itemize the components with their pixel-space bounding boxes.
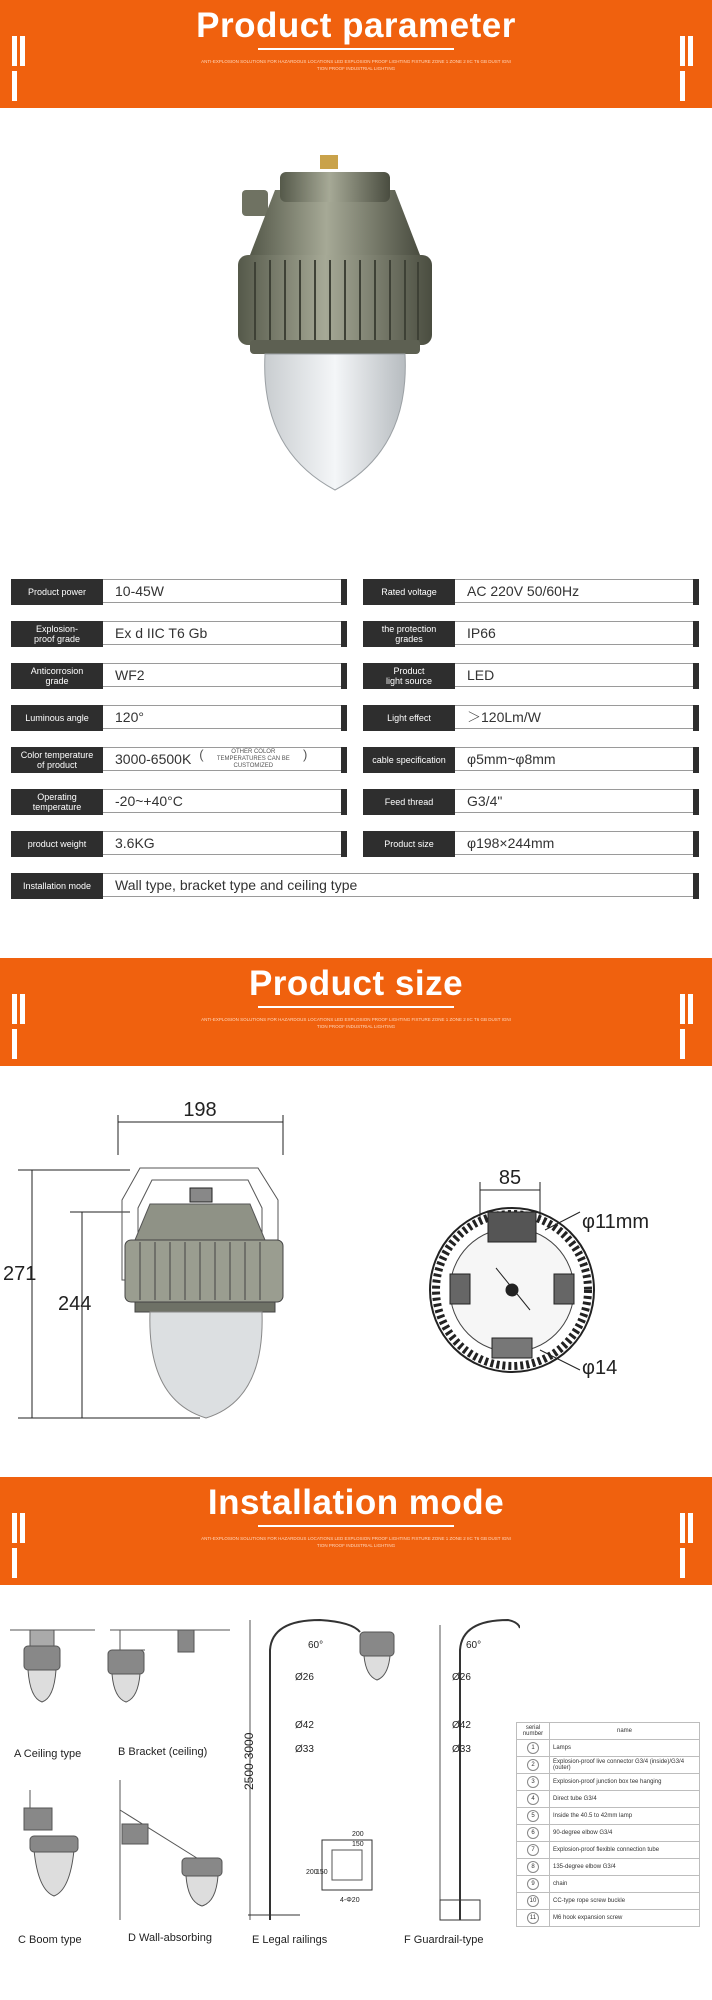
param-note: ( OTHER COLOR TEMPERATURES CAN BE CUSTOMIZED ) [199,749,307,770]
row-end-bar [341,747,347,773]
param-value [103,873,699,897]
section-subtitle: ANTI-EXPLOSION SOLUTIONS FOR HAZARDOUS LOCATIONS LED EXPLOSION PROOF LIGHTING FIXTURE ZONE 1 ZONE 2 IIC T6 GB DUST IGNITION PROOF INDUSTRIAL LIGHTING [201,1017,511,1029]
dim-hole: φ11mm [582,1211,650,1233]
row-end-bar [341,621,347,647]
row-num-value: 5 [527,1810,539,1822]
param-value [455,831,699,855]
param-value [455,621,699,645]
row-name: Inside the 40.5 to 42mm lamp [550,1808,700,1825]
param-value [103,705,347,729]
row-end-bar [693,831,699,857]
row-end-bar [341,789,347,815]
table-row [517,1774,700,1791]
parameter-banner [0,0,712,108]
row-num [517,1825,550,1842]
dim-width: 198 [183,1100,217,1121]
param-label: cable specification [363,747,455,773]
plate-h2: 150 [316,1869,328,1876]
section-title: Product parameter [196,6,516,45]
row-num-value: 3 [527,1776,539,1788]
dim-height-body: 244 [58,1293,92,1315]
row-num [517,1876,550,1893]
param-value [103,621,347,645]
param-label: Product light source [363,663,455,689]
row-end-bar [693,747,699,773]
table-header-name: name [550,1723,700,1740]
row-name: Explosion-proof junction box tee hanging [550,1774,700,1791]
row-num [517,1808,550,1825]
row-end-bar [693,621,699,647]
row-num-value: 9 [527,1878,539,1890]
dim-mount: 85 [498,1167,522,1189]
row-num-value: 6 [527,1827,539,1839]
row-num [517,1740,550,1757]
param-label: Product size [363,831,455,857]
param-label: Operating temperature [11,789,103,815]
title-underline [258,48,454,50]
param-row [11,831,347,857]
dia-26-label: Ø26 [452,1672,471,1683]
param-value-text: 10-45W [115,583,165,599]
param-value [103,831,347,855]
param-value-text: ＞120Lm/W [467,709,541,725]
dimension-drawing-bottom [420,1160,700,1420]
param-label: Rated voltage [363,579,455,605]
param-label: Light effect [363,705,455,731]
table-row [517,1791,700,1808]
row-name: Explosion-proof flexible connection tube [550,1842,700,1859]
param-label: the protection grades [363,621,455,647]
row-end-bar [341,705,347,731]
row-name: 135-degree elbow G3/4 [550,1859,700,1876]
param-value [455,663,699,687]
section-title: Installation mode [207,1483,505,1522]
param-value-text: AC 220V 50/60Hz [467,583,580,599]
param-label: Anticorrosion grade [11,663,103,689]
dia-33-label: Ø33 [452,1744,471,1755]
row-end-bar [693,579,699,605]
row-end-bar [341,831,347,857]
table-row [517,1876,700,1893]
param-row [363,789,699,815]
param-row [363,705,699,731]
row-num [517,1774,550,1791]
row-end-bar [693,789,699,815]
row-num [517,1910,550,1927]
param-value [103,663,347,687]
angle-label: 60° [466,1640,482,1651]
param-value [103,747,347,771]
table-row [517,1740,700,1757]
install-label: A Ceiling type [14,1748,82,1760]
bars-icon [680,36,702,66]
dia-26-label: Ø26 [295,1672,314,1683]
row-num [517,1893,550,1910]
row-end-bar [341,663,347,689]
param-value [455,579,699,603]
table-row [517,1893,700,1910]
param-value [455,789,699,813]
table-row [517,1808,700,1825]
row-name: Explosion-proof live connector G3/4 (inside)/G3/4 (outer) [550,1757,700,1774]
install-label: E Legal railings [252,1934,328,1946]
dim-thread: φ14 [582,1357,618,1379]
install-label: D Wall-absorbing [128,1932,212,1944]
param-row [11,663,347,689]
param-label: Explosion- proof grade [11,621,103,647]
param-value-text: 120° [115,709,144,725]
title-underline [258,1525,454,1527]
param-value-text: LED [467,667,495,683]
pole-height-label: 2500-3000 [242,1732,256,1790]
bars-icon [680,994,702,1024]
installation-banner [0,1477,712,1585]
row-name: Direct tube G3/4 [550,1791,700,1808]
row-end-bar [693,663,699,689]
param-row [363,579,699,605]
param-value-text: -20~+40°C [115,793,183,809]
bars-icon [680,1513,702,1543]
row-num-value: 1 [527,1742,539,1754]
size-banner [0,958,712,1066]
param-value [103,579,347,603]
dia-42-label: Ø42 [295,1720,314,1731]
row-name: chain [550,1876,700,1893]
row-end-bar [693,705,699,731]
param-label: Installation mode [11,873,103,899]
param-value-text: G3/4" [467,793,503,809]
parts-table [516,1722,700,1927]
param-row [363,831,699,857]
param-value-text: φ5mm~φ8mm [467,751,556,767]
dim-height-total: 271 [3,1263,37,1285]
row-num [517,1842,550,1859]
param-row [11,579,347,605]
row-name: 90-degree elbow G3/4 [550,1825,700,1842]
dimension-drawing-front [0,1100,320,1430]
param-row [363,663,699,689]
param-value [455,705,699,729]
row-num-value: 2 [527,1759,539,1771]
param-label: Luminous angle [11,705,103,731]
product-lamp-image [220,150,450,495]
param-row [363,747,699,773]
row-num [517,1791,550,1808]
row-num-value: 4 [527,1793,539,1805]
row-num [517,1859,550,1876]
row-num-value: 8 [527,1861,539,1873]
table-row [517,1859,700,1876]
row-num-value: 10 [527,1895,539,1907]
table-row [517,1842,700,1859]
dia-33-label: Ø33 [295,1744,314,1755]
angle-label: 60° [308,1640,324,1651]
table-row [517,1757,700,1774]
param-value-text: 3.6KG [115,835,155,851]
param-value-text: Ex d IIC T6 Gb [115,625,208,641]
install-label: C Boom type [18,1934,82,1946]
install-label: F Guardrail-type [404,1934,484,1946]
section-subtitle: ANTI-EXPLOSION SOLUTIONS FOR HAZARDOUS LOCATIONS LED EXPLOSION PROOF LIGHTING FIXTURE ZONE 1 ZONE 2 IIC T6 GB DUST IGNITION PROOF INDUSTRIAL LIGHTING [201,59,511,71]
param-row [11,621,347,647]
row-num [517,1757,550,1774]
param-label: Color temperature of product [11,747,103,773]
param-row [363,621,699,647]
table-header [517,1723,700,1740]
param-row [11,789,347,815]
row-name: M6 hook expansion screw [550,1910,700,1927]
param-row [11,705,347,731]
plate-w1: 200 [352,1831,364,1838]
param-value-text: WF2 [115,667,145,683]
row-num-value: 11 [527,1912,539,1924]
param-value-text: 3000-6500K [115,751,192,767]
table-header-num: serial number [517,1723,550,1740]
title-underline [258,1006,454,1008]
table-row [517,1910,700,1927]
install-label: B Bracket (ceiling) [118,1746,208,1758]
row-end-bar [341,579,347,605]
plate-w2: 150 [352,1841,364,1848]
row-name: Lamps [550,1740,700,1757]
param-label: Product power [11,579,103,605]
param-value-text: φ198×244mm [467,835,555,851]
param-row-wide [11,873,699,899]
section-title: Product size [248,964,464,1003]
param-row [11,747,347,773]
param-value-text: Wall type, bracket type and ceiling type [115,877,358,893]
row-name: CC-type rope screw buckle [550,1893,700,1910]
dia-42-label: Ø42 [452,1720,471,1731]
param-value-text: IP66 [467,625,496,641]
plate-h1: 200 [306,1869,318,1876]
param-label: Feed thread [363,789,455,815]
row-end-bar [693,873,699,899]
param-value [103,789,347,813]
param-value [455,747,699,771]
section-subtitle: ANTI-EXPLOSION SOLUTIONS FOR HAZARDOUS LOCATIONS LED EXPLOSION PROOF LIGHTING FIXTURE ZONE 1 ZONE 2 IIC T6 GB DUST IGNITION PROOF INDUSTRIAL LIGHTING [201,1536,511,1548]
installation-drawings [0,1610,520,1930]
table-row [517,1825,700,1842]
plate-holes: 4-Φ20 [340,1897,360,1904]
row-num-value: 7 [527,1844,539,1856]
param-label: product weight [11,831,103,857]
